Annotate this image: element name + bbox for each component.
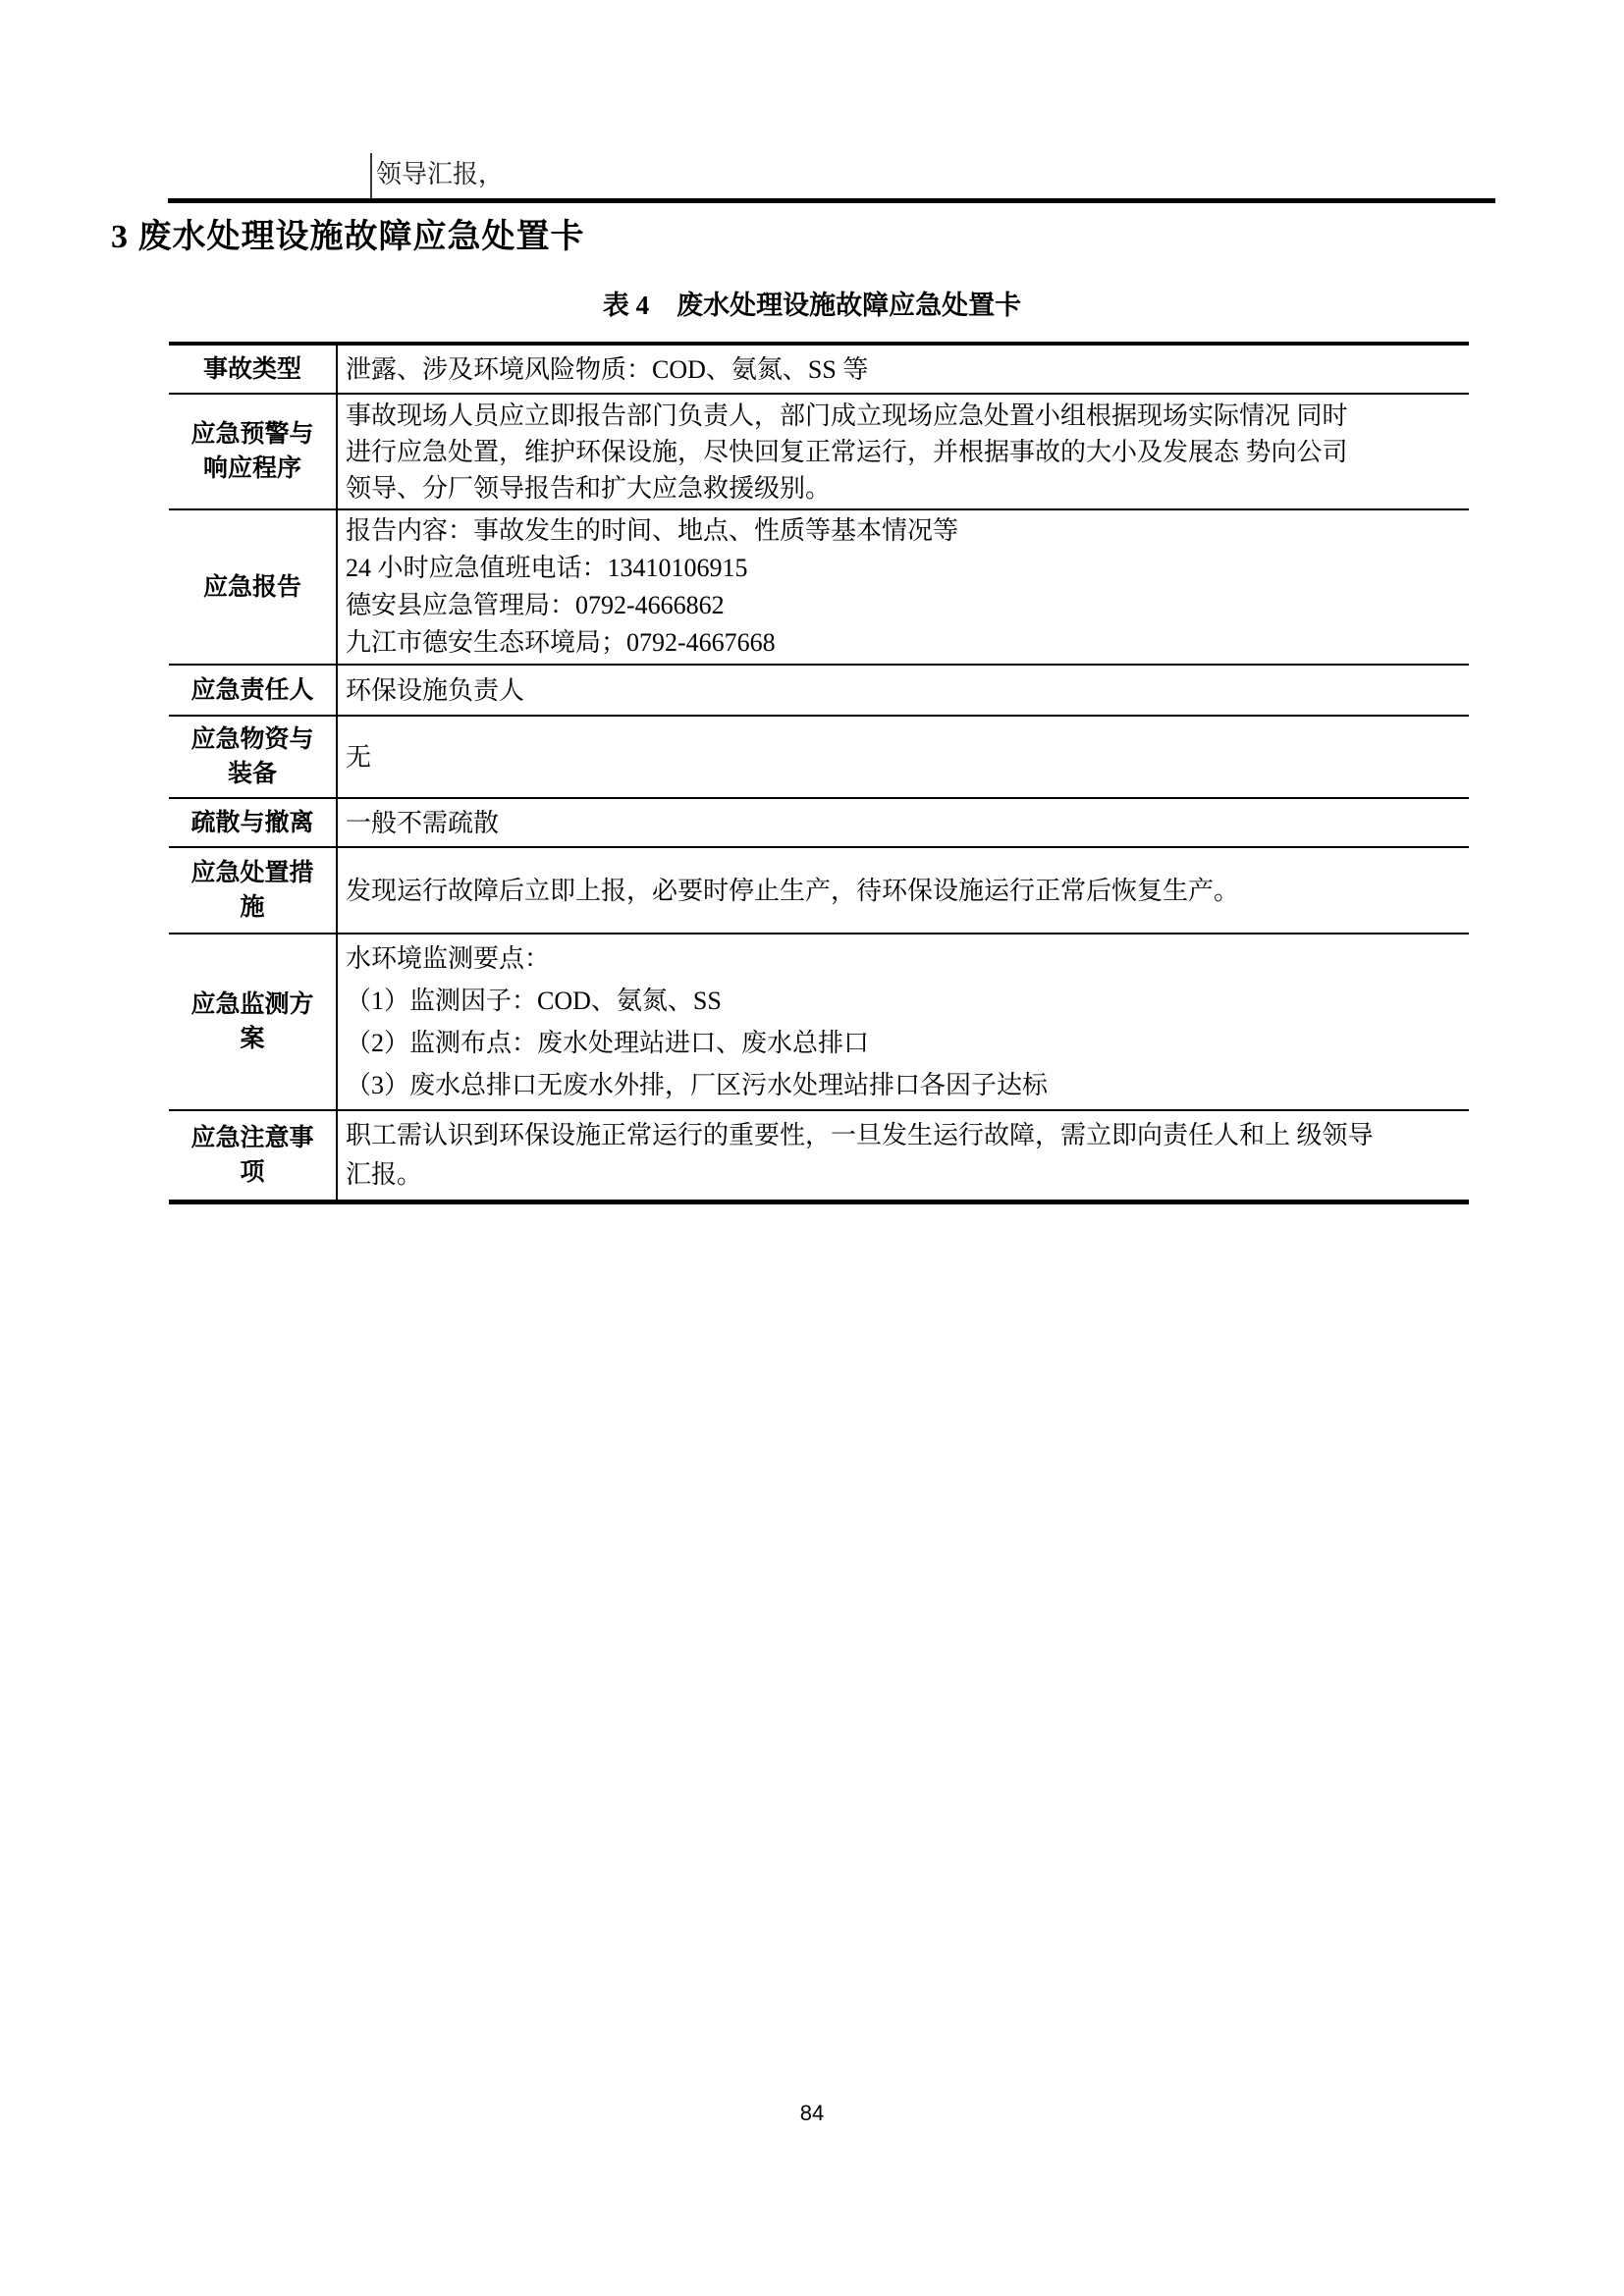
table-caption-number: 表 4 xyxy=(602,291,650,320)
row-label-evacuation: 疏散与撤离 xyxy=(169,798,337,847)
table-row xyxy=(169,509,1469,665)
previous-table-overflow-text: 领导汇报， xyxy=(370,153,504,199)
table-row xyxy=(169,934,1469,1110)
row-label-responsible-person: 应急责任人 xyxy=(169,665,337,716)
row-content-supplies-equipment: 无 xyxy=(337,716,1469,798)
row-content-evacuation: 一般不需疏散 xyxy=(337,798,1469,847)
row-label-accident-type: 事故类型 xyxy=(169,344,337,394)
table-caption xyxy=(0,284,1624,322)
row-content-emergency-report: 报告内容：事故发生的时间、地点、性质等基本情况等 24 小时应急值班电话：13410106915 德安县应急管理局：0792-4666862 九江市德安生态环境局；0792-4667668 xyxy=(337,509,1469,665)
row-content-disposal-measures: 发现运行故障后立即上报，必要时停止生产，待环保设施运行正常后恢复生产。 xyxy=(337,847,1469,934)
section-heading: 3 废水处理设施故障应急处置卡 xyxy=(111,219,585,255)
table-row xyxy=(169,1110,1469,1202)
row-content-precautions: 职工需认识到环保设施正常运行的重要性，一旦发生运行故障，需立即向责任人和上 级领导 汇报。 xyxy=(337,1110,1469,1202)
table-bottom-rule-divider xyxy=(168,198,1495,203)
row-content-accident-type: 泄露、涉及环境风险物质：COD、氨氮、SS 等 xyxy=(337,344,1469,394)
row-content-warning-response: 事故现场人员应立即报告部门负责人，部门成立现场应急处置小组根据现场实际情况 同时 进行应急处置，维护环保设施，尽快回复正常运行，并根据事故的大小及发展态 势向公司 领导、分厂领导报告和扩大应急救援级别。 xyxy=(337,394,1469,509)
table-caption-title: 废水处理设施故障应急处置卡 xyxy=(677,291,1022,320)
table-row xyxy=(169,665,1469,716)
row-label-monitoring-plan: 应急监测方 案 xyxy=(169,934,337,1110)
row-content-responsible-person: 环保设施负责人 xyxy=(337,665,1469,716)
table-row xyxy=(169,847,1469,934)
table-row xyxy=(169,716,1469,798)
table-row xyxy=(169,344,1469,394)
row-label-precautions: 应急注意事 项 xyxy=(169,1110,337,1202)
row-label-supplies-equipment: 应急物资与 装备 xyxy=(169,716,337,798)
row-content-monitoring-plan: 水环境监测要点： （1）监测因子：COD、氨氮、SS （2）监测布点：废水处理站进口、废水总排口 （3）废水总排口无废水外排，厂区污水处理站排口各因子达标 xyxy=(337,934,1469,1110)
emergency-response-card-table xyxy=(169,342,1469,1204)
row-label-disposal-measures: 应急处置措 施 xyxy=(169,847,337,934)
row-label-emergency-report: 应急报告 xyxy=(169,509,337,665)
page-number: 84 xyxy=(799,2101,825,2125)
table-row xyxy=(169,798,1469,847)
row-label-warning-response: 应急预警与 响应程序 xyxy=(169,394,337,509)
table-row xyxy=(169,394,1469,509)
